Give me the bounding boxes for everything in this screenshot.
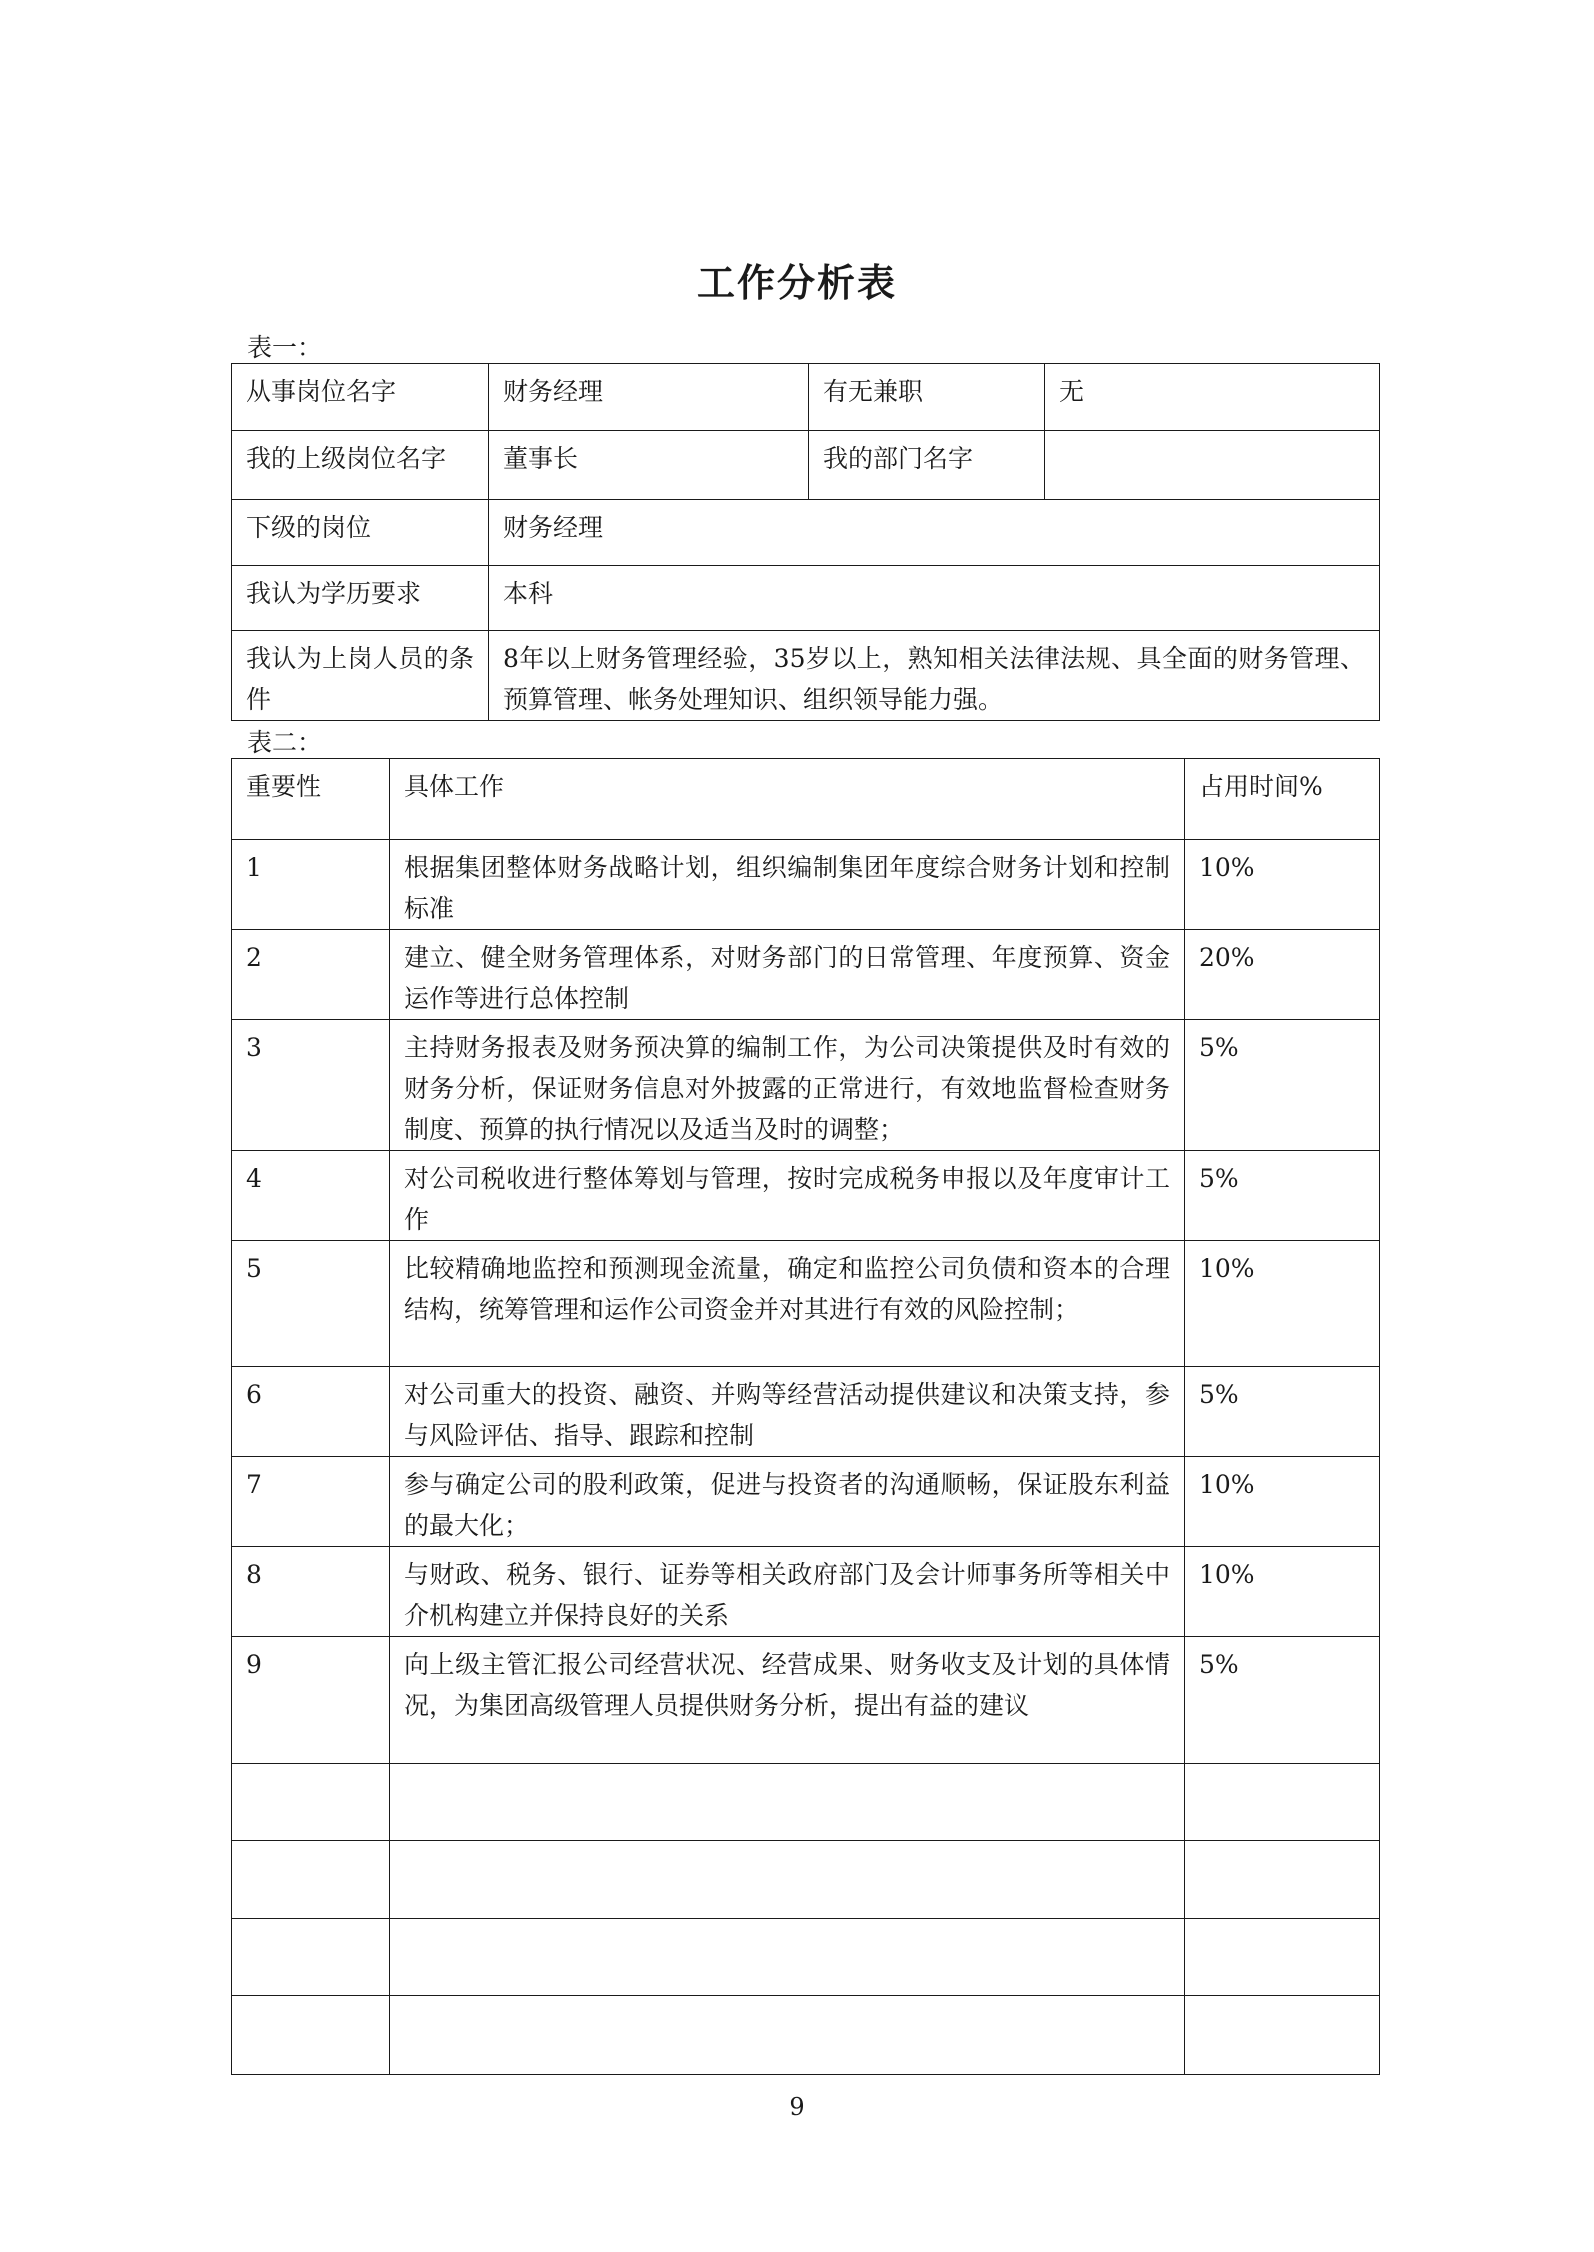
empty-row <box>232 1764 1380 1841</box>
empty-row <box>232 1841 1380 1919</box>
subordinate-label: 下级的岗位 <box>232 500 489 566</box>
conditions-label: 我认为上岗人员的条件 <box>232 631 489 721</box>
table-row <box>232 840 1380 930</box>
table-row <box>232 930 1380 1020</box>
importance-header: 重要性 <box>232 759 390 840</box>
education-value: 本科 <box>489 566 1380 631</box>
empty-cell <box>232 1764 390 1841</box>
concurrent-value: 无 <box>1045 364 1380 431</box>
conditions-value: 8年以上财务管理经验，35岁以上，熟知相关法律法规、具全面的财务管理、预算管理、帐务处理知识、组织领导能力强。 <box>489 631 1380 721</box>
importance-cell: 3 <box>232 1020 390 1151</box>
importance-cell: 2 <box>232 930 390 1020</box>
time-header: 占用时间% <box>1185 759 1380 840</box>
table-row <box>232 1151 1380 1241</box>
importance-cell: 8 <box>232 1547 390 1637</box>
importance-cell: 5 <box>232 1241 390 1367</box>
table-row <box>232 1020 1380 1151</box>
table-row <box>232 1637 1380 1764</box>
page-title: 工作分析表 <box>696 261 897 305</box>
time-cell: 5% <box>1185 1637 1380 1764</box>
empty-cell <box>232 1841 390 1919</box>
position-name-value: 财务经理 <box>489 364 809 431</box>
table-row <box>232 1241 1380 1367</box>
importance-cell: 7 <box>232 1457 390 1547</box>
work-cell: 向上级主管汇报公司经营状况、经营成果、财务收支及计划的具体情况，为集团高级管理人员提供财务分析，提出有益的建议 <box>390 1637 1185 1764</box>
empty-cell <box>232 1919 390 1996</box>
empty-cell <box>1185 1841 1380 1919</box>
position-name-label: 从事岗位名字 <box>232 364 489 431</box>
empty-cell <box>1185 1764 1380 1841</box>
superior-value: 董事长 <box>489 431 809 500</box>
importance-cell: 9 <box>232 1637 390 1764</box>
time-cell: 10% <box>1185 1241 1380 1367</box>
superior-label: 我的上级岗位名字 <box>232 431 489 500</box>
subordinate-value: 财务经理 <box>489 500 1380 566</box>
empty-cell <box>390 1764 1185 1841</box>
education-label: 我认为学历要求 <box>232 566 489 631</box>
work-cell: 对公司税收进行整体筹划与管理，按时完成税务申报以及年度审计工作 <box>390 1151 1185 1241</box>
work-cell: 比较精确地监控和预测现金流量，确定和监控公司负债和资本的合理结构，统筹管理和运作公司资金并对其进行有效的风险控制； <box>390 1241 1185 1367</box>
work-cell: 主持财务报表及财务预决算的编制工作，为公司决策提供及时有效的财务分析，保证财务信息对外披露的正常进行，有效地监督检查财务制度、预算的执行情况以及适当及时的调整； <box>390 1020 1185 1151</box>
concurrent-label: 有无兼职 <box>809 364 1045 431</box>
duties-table <box>231 758 1380 2075</box>
time-cell: 5% <box>1185 1020 1380 1151</box>
empty-cell <box>1185 1996 1380 2075</box>
empty-cell <box>390 1919 1185 1996</box>
table2-caption: 表二： <box>247 728 323 757</box>
time-cell: 10% <box>1185 1457 1380 1547</box>
table-row <box>232 1367 1380 1457</box>
empty-cell <box>1185 1919 1380 1996</box>
empty-row <box>232 1919 1380 1996</box>
time-cell: 5% <box>1185 1367 1380 1457</box>
importance-cell: 6 <box>232 1367 390 1457</box>
time-cell: 20% <box>1185 930 1380 1020</box>
empty-cell <box>232 1996 390 2075</box>
page-number: 9 <box>789 2093 805 2121</box>
work-cell: 对公司重大的投资、融资、并购等经营活动提供建议和决策支持，参与风险评估、指导、跟踪和控制 <box>390 1367 1185 1457</box>
table1-caption: 表一： <box>247 333 323 362</box>
empty-row <box>232 1996 1380 2075</box>
department-label: 我的部门名字 <box>809 431 1045 500</box>
empty-cell <box>390 1841 1185 1919</box>
work-header: 具体工作 <box>390 759 1185 840</box>
table-row <box>232 1547 1380 1637</box>
table-row <box>232 1457 1380 1547</box>
duties-header-row <box>232 759 1380 840</box>
importance-cell: 1 <box>232 840 390 930</box>
time-cell: 10% <box>1185 840 1380 930</box>
work-cell: 根据集团整体财务战略计划，组织编制集团年度综合财务计划和控制标准 <box>390 840 1185 930</box>
work-cell: 建立、健全财务管理体系，对财务部门的日常管理、年度预算、资金运作等进行总体控制 <box>390 930 1185 1020</box>
time-cell: 10% <box>1185 1547 1380 1637</box>
position-info-table <box>231 363 1380 721</box>
work-cell: 参与确定公司的股利政策，促进与投资者的沟通顺畅，保证股东利益的最大化； <box>390 1457 1185 1547</box>
importance-cell: 4 <box>232 1151 390 1241</box>
empty-cell <box>390 1996 1185 2075</box>
department-value <box>1045 431 1380 500</box>
work-cell: 与财政、税务、银行、证券等相关政府部门及会计师事务所等相关中介机构建立并保持良好的关系 <box>390 1547 1185 1637</box>
time-cell: 5% <box>1185 1151 1380 1241</box>
